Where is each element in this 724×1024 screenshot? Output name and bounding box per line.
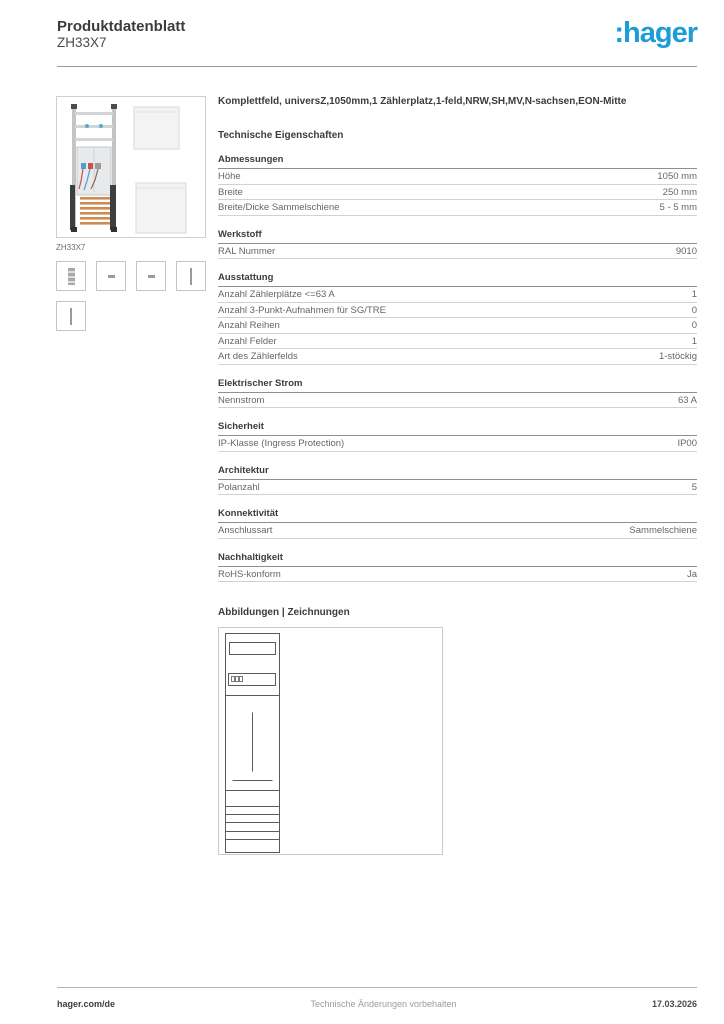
spec-label: IP-Klasse (Ingress Protection) bbox=[218, 438, 345, 449]
hager-logo: :hager bbox=[614, 17, 697, 49]
footer-disclaimer: Technische Änderungen vorbehalten bbox=[310, 999, 457, 1009]
pin-icon bbox=[70, 308, 72, 325]
spec-value: 1050 mm bbox=[657, 171, 697, 182]
spec-label: Anzahl Zählerplätze <=63 A bbox=[218, 289, 335, 300]
spec-label: Höhe bbox=[218, 171, 241, 182]
spec-row bbox=[218, 318, 697, 334]
document-type-title: Produktdatenblatt bbox=[57, 18, 186, 35]
header-divider bbox=[57, 66, 697, 67]
spec-section bbox=[218, 465, 697, 496]
spec-label: Nennstrom bbox=[218, 394, 265, 406]
spec-row bbox=[218, 303, 697, 319]
spec-row bbox=[218, 436, 697, 452]
spec-section-title: Werkstoff bbox=[218, 229, 697, 244]
page-header bbox=[57, 18, 697, 64]
spec-label: RoHS-konform bbox=[218, 568, 281, 580]
spec-row bbox=[218, 287, 697, 303]
product-details-column bbox=[218, 96, 697, 855]
spec-section-title: Abmessungen bbox=[218, 154, 697, 169]
pin-icon bbox=[190, 268, 192, 285]
spec-value: 0 bbox=[691, 320, 697, 331]
product-image-caption: ZH33X7 bbox=[56, 243, 86, 252]
product-thumbnail bbox=[96, 261, 126, 291]
product-thumbnail bbox=[56, 301, 86, 331]
spec-value: 0 bbox=[691, 304, 697, 316]
footer-divider bbox=[57, 987, 697, 988]
spec-section-title: Ausstattung bbox=[218, 272, 697, 287]
panel-strip-icon bbox=[68, 268, 75, 285]
spec-label: Anzahl 3-Punkt-Aufnahmen für SG/TRE bbox=[218, 304, 386, 316]
spec-row bbox=[218, 185, 697, 201]
spec-label: Breite bbox=[218, 186, 243, 198]
spec-row bbox=[218, 244, 697, 260]
spec-row bbox=[218, 200, 697, 216]
spec-value: 1-stöckig bbox=[658, 351, 697, 362]
spec-row bbox=[218, 169, 697, 185]
product-thumbnail bbox=[136, 261, 166, 291]
spec-label: Anzahl Reihen bbox=[218, 320, 280, 331]
spec-value: 63 A bbox=[677, 394, 697, 406]
technical-drawing-frame bbox=[218, 627, 443, 855]
spec-row bbox=[218, 349, 697, 365]
spec-value: 250 mm bbox=[662, 186, 697, 198]
spec-section bbox=[218, 378, 697, 409]
spec-row bbox=[218, 480, 697, 496]
spec-label: RAL Nummer bbox=[218, 245, 276, 257]
spec-row bbox=[218, 523, 697, 539]
product-image bbox=[57, 97, 205, 237]
product-title: Komplettfeld, universZ,1050mm,1 Zählerplatz,1-feld,NRW,SH,MV,N-sachsen,EON-Mitte bbox=[218, 96, 627, 107]
spec-value: 5 bbox=[691, 481, 697, 493]
footer-website-link[interactable]: hager.com/de bbox=[57, 999, 116, 1009]
drawings-heading: Abbildungen | Zeichnungen bbox=[218, 607, 350, 618]
spec-value: 1 bbox=[691, 335, 697, 347]
specs-heading: Technische Eigenschaften bbox=[218, 130, 344, 141]
spec-label: Anschlussart bbox=[218, 525, 273, 536]
spec-value: Sammelschiene bbox=[629, 525, 697, 536]
spec-section bbox=[218, 552, 697, 583]
footer-date: 17.03.2026 bbox=[651, 999, 697, 1009]
dash-icon bbox=[148, 275, 155, 278]
spec-section bbox=[218, 229, 697, 260]
spec-section-title: Sicherheit bbox=[218, 421, 697, 436]
thumbnail-gallery bbox=[56, 261, 206, 331]
spec-section-title: Nachhaltigkeit bbox=[218, 552, 697, 567]
spec-value: 5 - 5 mm bbox=[659, 202, 697, 213]
spec-value: Ja bbox=[686, 568, 697, 580]
spec-section bbox=[218, 154, 697, 216]
dash-icon bbox=[108, 275, 115, 278]
page-footer bbox=[57, 999, 697, 1009]
spec-section bbox=[218, 508, 697, 539]
spec-section bbox=[218, 272, 697, 365]
spec-row bbox=[218, 567, 697, 583]
product-image-frame bbox=[56, 96, 206, 238]
product-thumbnail bbox=[56, 261, 86, 291]
spec-label: Art des Zählerfelds bbox=[218, 351, 298, 362]
spec-label: Breite/Dicke Sammelschiene bbox=[218, 202, 340, 213]
spec-label: Anzahl Felder bbox=[218, 335, 277, 347]
spec-sections bbox=[218, 154, 697, 582]
spec-row bbox=[218, 334, 697, 350]
technical-drawing bbox=[219, 628, 442, 854]
spec-row bbox=[218, 393, 697, 409]
spec-value: 1 bbox=[691, 289, 697, 300]
spec-section-title: Konnektivität bbox=[218, 508, 697, 523]
spec-value: 9010 bbox=[675, 245, 697, 257]
product-reference: ZH33X7 bbox=[57, 35, 107, 51]
spec-section bbox=[218, 421, 697, 452]
product-thumbnail bbox=[176, 261, 206, 291]
spec-section-title: Elektrischer Strom bbox=[218, 378, 697, 393]
spec-value: IP00 bbox=[677, 438, 697, 449]
spec-section-title: Architektur bbox=[218, 465, 697, 480]
spec-label: Polanzahl bbox=[218, 481, 260, 493]
product-media-column bbox=[56, 96, 206, 331]
